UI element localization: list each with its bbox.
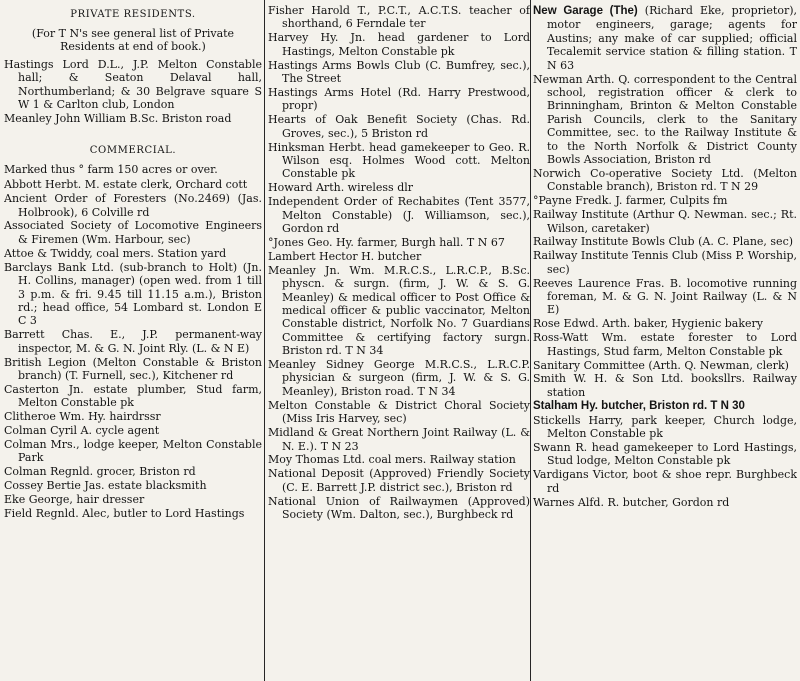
directory-entry: Clitheroe Wm. Hy. hairdrssr [4,410,161,424]
directory-entry: British Legion (Melton Constable & Briston branch) (T. Furnell, sec.), Kitchener rd [4,355,262,382]
directory-entry: Meanley John William B.Sc. Briston road [4,111,232,125]
private-residents-note: (For T N's see general list of Private Residents at end of book.) [31,27,235,54]
directory-entry: Howard Arth. wireless dlr [268,181,414,195]
directory-entry: Railway Institute (Arthur Q. Newman. sec.; Rt. Wilson, caretaker) [533,208,797,235]
directory-entry: Meanley Jn. Wm. M.R.C.S., L.R.C.P., B.Sc. physcn. & surgn. (firm, J. W. & S. G. Meanley) & medical officer to Post Office & medical officer & public vaccinator, Melton Constable district, Norfolk No. 7 Guardians Committee & certifying factory surgn. Briston rd. T N 34 [268,263,530,358]
directory-entry: National Union of Railwaymen (Approved) Society (Wm. Dalton, sec.), Burghbeck rd [268,494,530,522]
directory-entry: Smith W. H. & Son Ltd. booksllrs. Railway station [533,372,797,399]
directory-entry-stalham: Stalham Hy. butcher, Briston rd. T N 30 [533,399,745,412]
directory-entry: Vardigans Victor, boot & shoe repr. Burghbeck rd [533,468,797,495]
directory-entry: Hearts of Oak Benefit Society (Chas. Rd. Groves, sec.), 5 Briston rd [268,113,530,140]
directory-entry: °Payne Fredk. J. farmer, Culpits fm [533,194,728,208]
directory-entry: Fisher Harold T., P.C.T., A.C.T.S. teacher of shorthand, 6 Ferndale ter [268,4,530,31]
directory-entry: Colman Regnld. grocer, Briston rd [4,465,196,479]
directory-entry: Casterton Jn. estate plumber, Stud farm, Melton Constable pk [4,382,262,410]
commercial-heading: COMMERCIAL. [89,144,177,156]
private-residents-list [4,58,262,126]
directory-entry: Hastings Lord D.L., J.P. Melton Constable hall; & Seaton Delaval hall, Northumberland; & 30 Belgrave square S W 1 & Carlton club, London [4,57,262,112]
commercial-list [533,414,797,509]
directory-entry: Moy Thomas Ltd. coal mers. Railway station [268,453,516,467]
directory-entry-new-garage [533,4,797,72]
directory-entry: Lambert Hector H. butcher [268,249,422,263]
directory-entry: Railway Institute Tennis Club (Miss P. Worship, sec) [533,249,797,276]
commercial-list [533,73,797,400]
directory-entry: National Deposit (Approved) Friendly Society (C. E. Barrett J.P. district sec.), Briston rd [268,467,530,494]
directory-entry: Barrett Chas. E., J.P. permanent-way inspector, M. & G. N. Joint Rly. (L. & N E) [4,328,262,355]
directory-entry: Rose Edwd. Arth. baker, Hygienic bakery [533,317,763,331]
column-rule-left [264,0,265,681]
new-garage-name: New Garage (The) [533,5,638,17]
directory-entry: Railway Institute Bowls Club (A. C. Plane, sec) [533,235,794,249]
new-garage-details: (Richard Eke, proprietor), motor engineers, garage; agents for Austins; any make of car supplied; official Tecalemit service station & filling station. T N 63 [547,4,797,72]
column-rule-right [530,0,531,681]
directory-entry: Swann R. head gamekeeper to Lord Hastings, Stud lodge, Melton Constable pk [533,441,797,468]
private-residents-heading: PRIVATE RESIDENTS. [70,9,196,20]
directory-entry: Barclays Bank Ltd. (sub-branch to Holt) (Jn. H. Collins, manager) (open wed. from 1 till 3 p.m. & fri. 9.45 till 11.15 a.m.), Briston rd.; head office, 54 Lombard st. London E C 3 [4,260,262,328]
directory-entry: °Jones Geo. Hy. farmer, Burgh hall. T N 67 [268,235,505,249]
directory-entry: Attoe & Twiddy, coal mers. Station yard [4,246,227,260]
directory-entry: Reeves Laurence Fras. B. locomotive running foreman, M. & G. N. Joint Railway (L. & N E) [533,276,797,317]
directory-entry: Ancient Order of Foresters (No.2469) (Jas. Holbrook), 6 Colville rd [4,192,262,219]
column-3 [533,4,797,680]
directory-entry: Warnes Alfd. R. butcher, Gordon rd [533,495,730,509]
column-1 [4,4,262,680]
directory-entry: Field Regnld. Alec, butler to Lord Hastings [4,507,245,520]
directory-entry: Norwich Co-operative Society Ltd. (Melton Constable branch), Briston rd. T N 29 [533,166,797,194]
commercial-list [4,178,262,520]
directory-entry: Eke George, hair dresser [4,493,145,507]
directory-entry: Stickells Harry, park keeper, Church lodge, Melton Constable pk [533,413,797,441]
directory-entry: Midland & Great Northern Joint Railway (L. & N. E.). T N 23 [268,426,530,453]
directory-entry: Associated Society of Locomotive Engineers & Firemen (Wm. Harbour, sec) [4,219,262,246]
directory-entry: Independent Order of Rechabites (Tent 3577, Melton Constable) (J. Williamson, sec.), Gordon rd [268,195,530,235]
directory-entry: Harvey Hy. Jn. head gardener to Lord Hastings, Melton Constable pk [268,31,530,58]
commercial-list [268,4,530,521]
directory-entry: Hastings Arms Bowls Club (C. Bumfrey, sec.), The Street [268,58,530,86]
directory-entry: Newman Arth. Q. correspondent to the Central school, registration officer & clerk to Brinningham, Brinton & Melton Constable Parish Councils, clerk to the Sanitary Committee, sec. to the Railway Institute & to the North Norfolk & District County Bowls Association, Briston rd [533,72,797,166]
directory-entry: Colman Mrs., lodge keeper, Melton Constable Park [4,437,262,465]
directory-entry: Meanley Sidney George M.R.C.S., L.R.C.P. physician & surgeon (firm, J. W. & S. G. Meanley), Briston road. T N 34 [268,358,530,398]
directory-entry: Ross-Watt Wm. estate forester to Lord Hastings, Stud farm, Melton Constable pk [533,331,797,358]
column-2 [268,4,530,680]
directory-entry: Hastings Arms Hotel (Rd. Harry Prestwood, propr) [268,85,530,113]
farm-marker-note: Marked thus ° farm 150 acres or over. [4,162,218,176]
directory-entry: Abbott Herbt. M. estate clerk, Orchard cott [4,178,248,192]
directory-entry: Hinksman Herbt. head gamekeeper to Geo. R. Wilson esq. Holmes Wood cott. Melton Constable pk [268,140,530,181]
directory-entry: Sanitary Committee (Arth. Q. Newman, clerk) [533,358,789,372]
directory-entry: Cossey Bertie Jas. estate blacksmith [4,479,207,493]
directory-entry: Melton Constable & District Choral Society (Miss Iris Harvey, sec) [268,398,530,426]
directory-entry: Colman Cyril A. cycle agent [4,424,160,438]
